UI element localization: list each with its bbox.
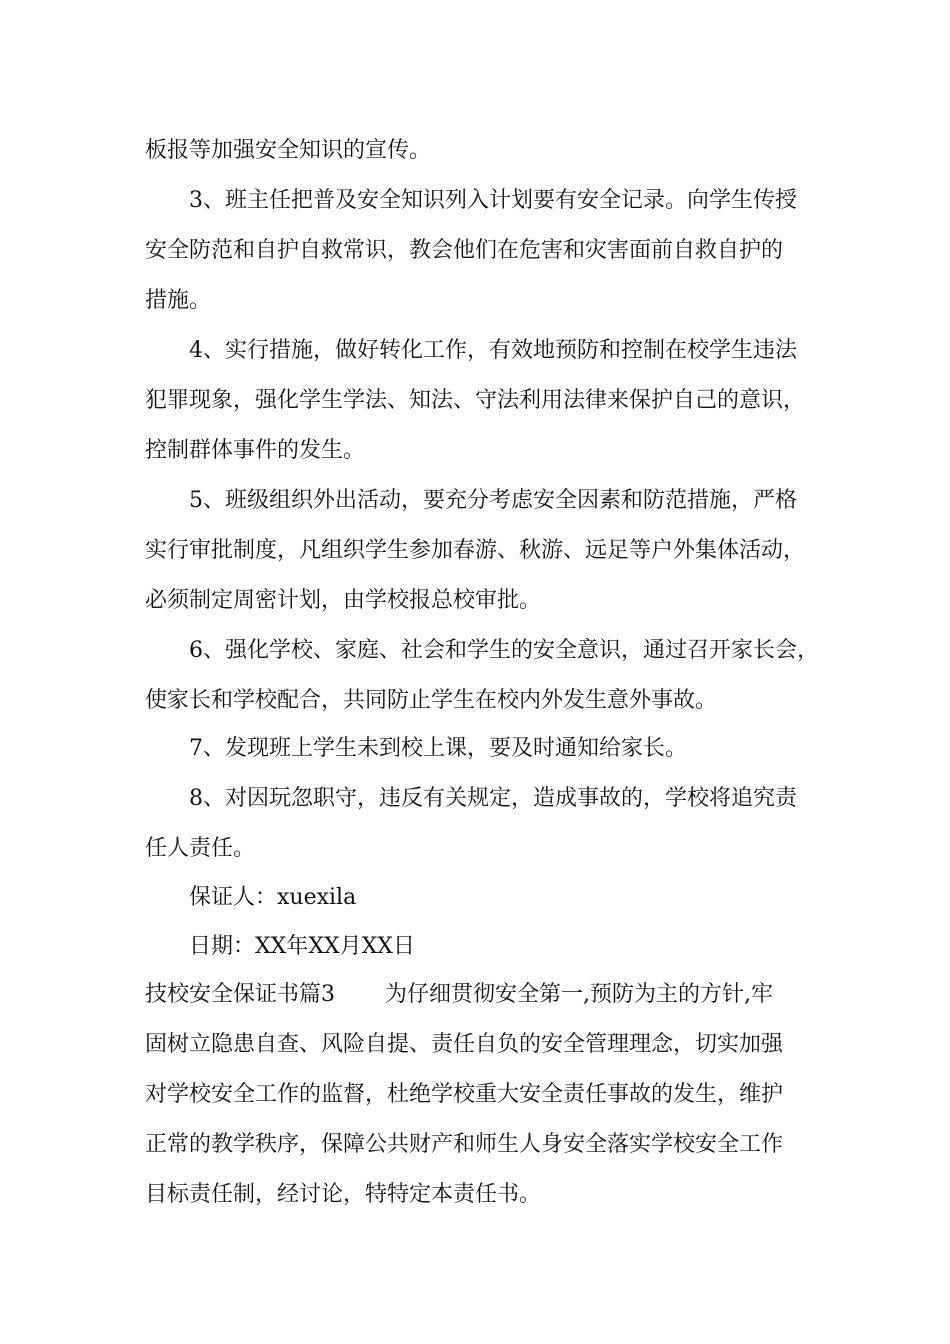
date-text: 日期：XX年XX月XX日 xyxy=(189,934,415,959)
text-line: 对学校安全工作的监督，杜绝学校重大安全责任事故的发生，维护 xyxy=(145,1082,784,1107)
section-intro: 为仔细贯彻安全第一,预防为主的方针,牢 xyxy=(385,982,773,1007)
text-line: 正常的教学秩序，保障公共财产和师生人身安全落实学校安全工作 xyxy=(145,1132,784,1157)
paragraph-item-7 xyxy=(145,724,825,774)
text-line: 7、发现班上学生未到校上课，要及时通知给家长。 xyxy=(189,736,687,761)
date-line xyxy=(145,922,825,972)
text-line: 实行审批制度，凡组织学生参加春游、秋游、远足等户外集体活动， xyxy=(145,538,806,563)
text-line: 使家长和学校配合，共同防止学生在校内外发生意外事故。 xyxy=(145,688,718,713)
text-line: 任人责任。 xyxy=(145,836,256,861)
text-line: 6、强化学校、家庭、社会和学生的安全意识，通过召开家长会， xyxy=(189,638,819,663)
text-line: 必须制定周密计划，由学校报总校审批。 xyxy=(145,588,542,613)
text-line: 控制群体事件的发生。 xyxy=(145,438,366,463)
section-heading: 技校安全保证书篇3 xyxy=(145,982,335,1007)
text-line: 4、实行措施，做好转化工作，有效地预防和控制在校学生违法 xyxy=(189,338,797,363)
paragraph-item-4 xyxy=(145,326,825,476)
paragraph-continuation xyxy=(145,126,825,176)
text-line: 3、班主任把普及安全知识列入计划要有安全记录。向学生传授 xyxy=(189,188,797,213)
paragraph-item-3 xyxy=(145,176,825,326)
text-line xyxy=(145,970,825,1020)
text-line: 固树立隐患自查、风险自提、责任自负的安全管理理念，切实加强 xyxy=(145,1032,784,1057)
text-line: 目标责任制，经讨论，特特定本责任书。 xyxy=(145,1182,542,1207)
guarantor-text: 保证人：xuexila xyxy=(189,885,357,910)
text-line: 犯罪现象，强化学生学法、知法、守法利用法律来保护自己的意识， xyxy=(145,388,806,413)
guarantor-line xyxy=(145,873,825,923)
paragraph-item-6 xyxy=(145,626,825,726)
text-line: 板报等加强安全知识的宣传。 xyxy=(145,138,432,163)
text-line: 措施。 xyxy=(145,288,212,313)
paragraph-item-8 xyxy=(145,774,825,874)
text-line: 安全防范和自护自救常识，教会他们在危害和灾害面前自救自护的 xyxy=(145,238,784,263)
text-line: 8、对因玩忽职守，违反有关规定，造成事故的，学校将追究责 xyxy=(189,786,797,811)
paragraph-item-5 xyxy=(145,476,825,626)
text-line: 5、班级组织外出活动，要充分考虑安全因素和防范措施，严格 xyxy=(189,488,797,513)
section-3 xyxy=(145,970,825,1220)
